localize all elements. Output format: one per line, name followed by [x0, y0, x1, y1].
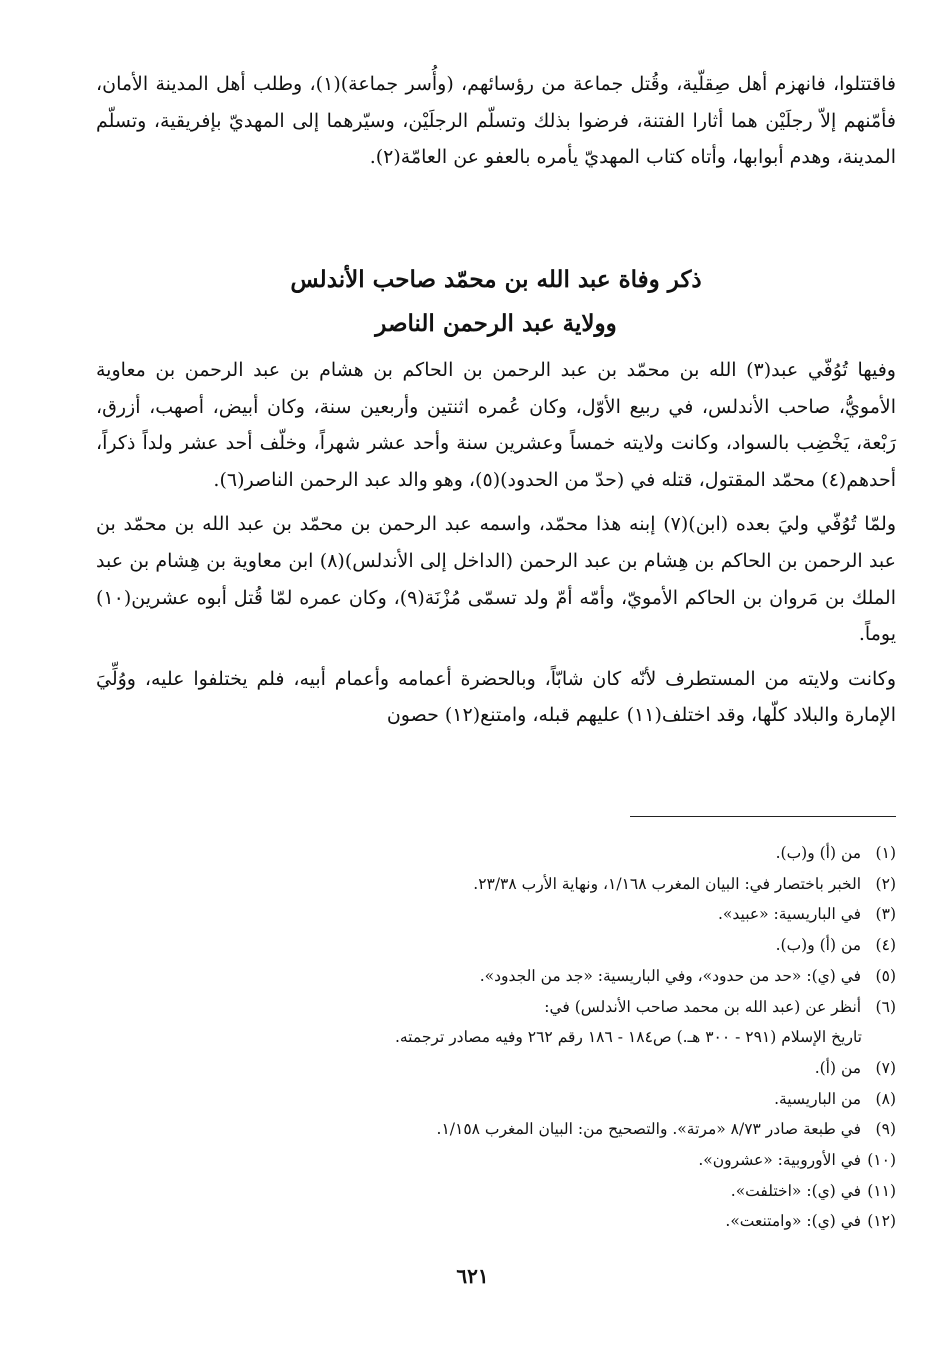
footnote-text: من (أ). [814, 1058, 862, 1077]
footnote-4 [96, 930, 896, 961]
footnote-7 [96, 1053, 896, 1084]
footnote-number: (١٢) [867, 1212, 896, 1231]
section-heading-line-1: ذكر وفاة عبد الله بن محمّد صاحب الأندلس [290, 266, 702, 293]
footnote-number: (٤) [875, 936, 896, 955]
intro-paragraph: فاقتتلوا، فانهزم أهل صِقلّية، وقُتل جماعة من رؤسائهم، (وأُسر جماعة)(١)، وطلب أهل المدينة الأمان، فأمّنهم إلاّ رجلَيْن هما أثارا الفتنة، فرضوا بذلك وتسلّم الرجلَيْن، وسيّرهما إلى المهديّ بإفريقية، وتسلّم المدينة، وهدم أبوابها، وأتاه كتاب المهديّ يأمره بالعفو عن العامّة(٢). [96, 73, 896, 169]
footnote-number: (١١) [867, 1181, 896, 1200]
footnote-text: من الباريسية. [774, 1089, 862, 1108]
footnote-number: (٣) [875, 905, 896, 924]
footnote-2 [96, 869, 896, 900]
footnote-3 [96, 899, 896, 930]
footnote-text: في (ي): «اختلفت». [730, 1181, 862, 1200]
footnote-text: في الأوروبية: «عشرون». [698, 1151, 862, 1170]
section-heading-line-2: وولاية عبد الرحمن الناصر [375, 310, 617, 337]
footnote-text: من (أ) و(ب). [775, 844, 862, 862]
footnote-text: الخبر باختصار في: البيان المغرب ١/١٦٨، ونهاية الأرب ٢٣/٣٨. [473, 874, 862, 893]
footnote-text: في (ي): «حد من حدود»، وفي الباريسية: «جد من الجدود». [479, 966, 862, 985]
footnote-number: (٢) [875, 874, 896, 893]
footnote-8 [96, 1084, 896, 1115]
footnote-10 [96, 1145, 896, 1176]
footnote-number: (١) [875, 844, 896, 862]
footnote-12 [96, 1206, 896, 1237]
footnote-11 [96, 1176, 896, 1207]
footnote-number: (٥) [875, 966, 896, 985]
footnote-6-continuation: تاريخ الإسلام (٢٩١ - ٣٠٠ هـ.) ص١٨٤ - ١٨٦ رقم ٢٦٢ وفيه مصادر ترجمته. [394, 1028, 862, 1047]
footnote-number: (٩) [875, 1120, 896, 1139]
footnote-text: أنظر عن (عبد الله بن محمد صاحب الأندلس) في: [544, 997, 862, 1016]
footnote-text: في الباريسية: «عبيد». [717, 905, 862, 924]
body-paragraph-1: وفيها تُوُفّي عبد(٣) الله بن محمّد بن عبد الرحمن بن الحاكم بن هشام بن عبد الرحمن بن معاوية الأمويُّ، صاحب الأندلس، في ربيع الأوّل، وكان عُمره اثنتين وأربعين سنة، وكان أبيض، أصهب، أزرق، رَبْعة، يَخْضِب بالسواد، وكانت ولايته خمساً وعشرين سنة وأحد عشر شهراً، وخلّف أحد عشر ولداً ذكراً، أحدهم(٤) محمّد المقتول، قتله في (حدّ من الحدود)(٥)، وهو والد عبد الرحمن الناصر(٦). [96, 359, 896, 491]
page-number: ٦٢١ [456, 1264, 489, 1288]
footnote-number: (٦) [875, 997, 896, 1016]
main-text [96, 352, 896, 734]
footnote-number: (١٠) [867, 1151, 896, 1170]
footnote-text: من (أ) و(ب). [775, 936, 862, 955]
intro-paragraph-block [96, 66, 896, 176]
footnote-number: (٧) [875, 1058, 896, 1077]
footnotes [96, 838, 896, 1237]
footnote-6 [96, 992, 896, 1023]
footnote-1 [96, 838, 896, 869]
footnote-number: (٨) [875, 1089, 896, 1108]
footnote-text: في طبعة صادر ٨/٧٣ «مرتة». والتصحيح من: البيان المغرب ١/١٥٨. [436, 1120, 862, 1139]
footnote-9 [96, 1114, 896, 1145]
footnote-separator [630, 816, 896, 817]
section-heading [96, 258, 896, 346]
footnote-text: في (ي): «وامتنعت». [725, 1212, 862, 1231]
body-paragraph-2: ولمّا تُوُفّي وليَ بعده (ابن)(٧) إبنه هذا محمّد، واسمه عبد الرحمن بن محمّد بن عبد الله بن محمّد بن عبد الرحمن بن الحاكم بن هِشام بن عبد الرحمن (الداخل إلى الأندلس)(٨) ابن معاوية بن هِشام بن عبد الملك بن مَروان بن الحاكم الأمويّ، وأمّه أمّ ولد تسمّى مُزْنَة(٩)، وكان عمره لمّا قُتل أبوه عشرين(١٠) يوماً. [96, 513, 897, 646]
footnote-5 [96, 961, 896, 992]
body-paragraph-3: وكانت ولايته من المستطرف لأنّه كان شابّاً، وبالحضرة أعمامه وأعمام أبيه، فلم يختلفوا عليه، ووُلِّيَ الإمارة والبلاد كلّها، وقد اختلف(١١) عليهم قبله، وامتنع(١٢) حصون [96, 667, 896, 727]
